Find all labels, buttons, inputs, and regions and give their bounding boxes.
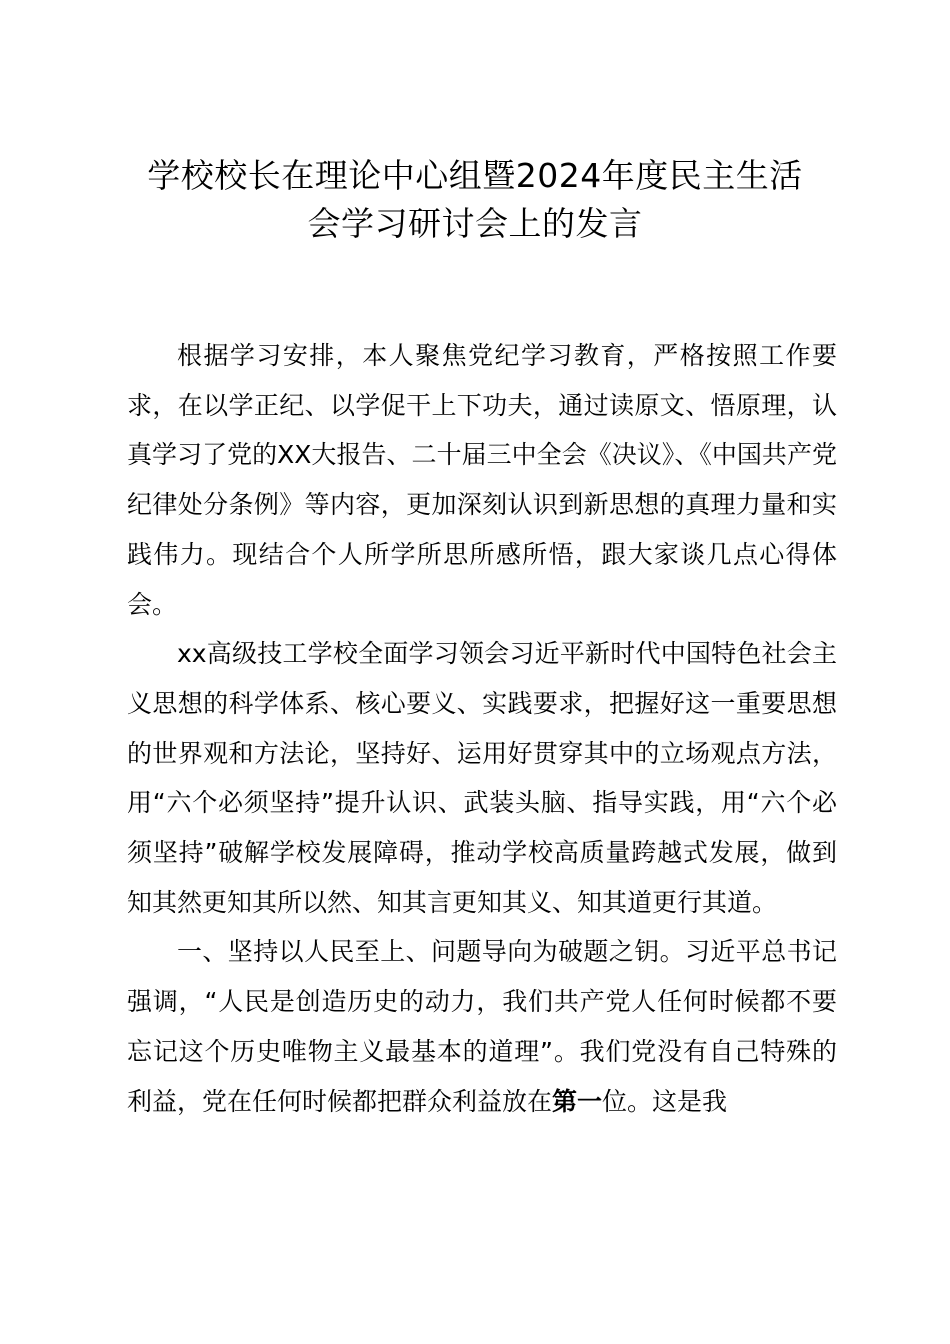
paragraph-1: 根据学习安排，本人聚焦党纪学习教育，严格按照工作要求，在以学正纪、以学促干上下功夫，通过读原文、悟原理，认真学习了党的XX大报告、二十届三中全会《决议》、《中国共产党纪律处分条例》等内容，更加深刻认识到新思想的真理力量和实践伟力。现结合个人所学所思所感所悟，跟大家谈几点心得体会。: [127, 341, 837, 619]
document-body: [127, 331, 837, 1126]
paragraph-3-tail: 位。这是我: [602, 1086, 728, 1116]
paragraph-2: xx高级技工学校全面学习领会习近平新时代中国特色社会主义思想的科学体系、核心要义、实践要求，把握好这一重要思想的世界观和方法论，坚持好、运用好贯穿其中的立场观点方法，用“六个必须坚持”提升认识、武装头脑、指导实践，用“六个必须坚持”破解学校发展障碍，推动学校高质量跨越式发展，做到知其然更知其所以然、知其言更知其义、知其道更行其道。: [127, 639, 837, 917]
document-title: [120, 152, 830, 248]
title-line-1: 学校校长在理论中心组暨2024年度民主生活: [147, 156, 803, 195]
paragraph-3-bold-text: 第一: [552, 1086, 603, 1116]
paragraph-3-text: 一、坚持以人民至上、问题导向为破题之钥。习近平总书记强调，“人民是创造历史的动力，我们共产党人任何时候都不要忘记这个历史唯物主义最基本的道理”。我们党没有自己特殊的利益，党在任何时候都把群众利益放在: [127, 937, 837, 1116]
paragraph-3: [127, 927, 837, 1126]
title-line-2: 会学习研讨会上的发言: [307, 204, 643, 243]
